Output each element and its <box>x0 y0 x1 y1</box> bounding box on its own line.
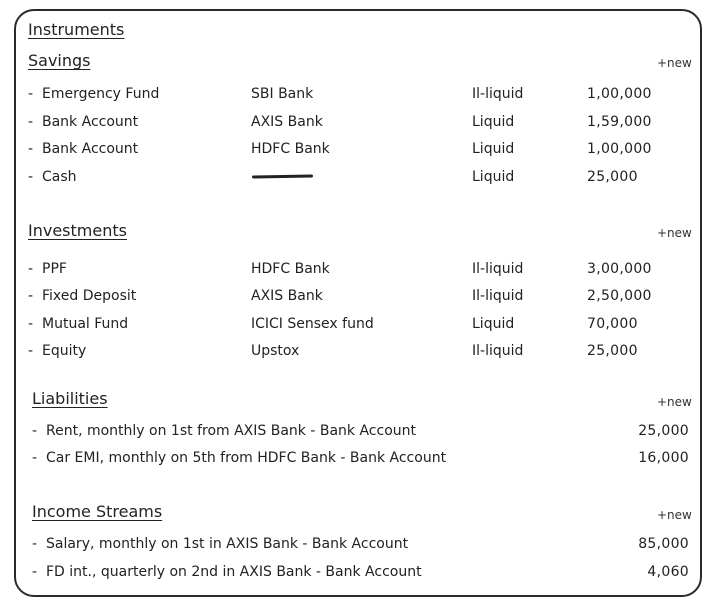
instrument-amount: 2,50,000 <box>587 288 652 304</box>
income-description: FD int., quarterly on 2nd in AXIS Bank - Bank Account <box>46 564 422 580</box>
liability-amount: 16,000 <box>638 450 689 466</box>
investments-new-button[interactable]: +new <box>657 226 692 240</box>
instrument-name: Equity <box>42 343 87 359</box>
instrument-liquidity: Liquid <box>472 316 515 332</box>
bullet: - <box>28 343 34 359</box>
instrument-amount: 1,00,000 <box>587 141 652 157</box>
bullet: - <box>32 423 38 439</box>
liabilities-new-button[interactable]: +new <box>657 395 692 409</box>
instrument-name: Emergency Fund <box>42 86 160 102</box>
investments-heading: Investments <box>28 221 127 240</box>
instrument-name: PPF <box>42 261 67 277</box>
bullet: - <box>28 288 34 304</box>
liabilities-heading: Liabilities <box>32 389 108 408</box>
bullet: - <box>28 261 34 277</box>
savings-new-button[interactable]: +new <box>657 56 692 70</box>
instrument-amount: 70,000 <box>587 316 638 332</box>
instrument-source: HDFC Bank <box>251 141 330 157</box>
instrument-liquidity: Il-liquid <box>472 343 524 359</box>
instrument-name: Fixed Deposit <box>42 288 137 304</box>
liability-description: Rent, monthly on 1st from AXIS Bank - Bank Account <box>46 423 416 439</box>
liability-amount: 25,000 <box>638 423 689 439</box>
page-title: Instruments <box>28 20 125 39</box>
savings-heading: Savings <box>28 51 91 70</box>
income-amount: 4,060 <box>647 564 689 580</box>
instrument-liquidity: Il-liquid <box>472 288 524 304</box>
instrument-name: Cash <box>42 169 77 185</box>
income-heading: Income Streams <box>32 502 163 521</box>
instrument-liquidity: Il-liquid <box>472 86 524 102</box>
instrument-source: AXIS Bank <box>251 114 323 130</box>
bullet: - <box>28 316 34 332</box>
bullet: - <box>28 141 34 157</box>
income-description: Salary, monthly on 1st in AXIS Bank - Bank Account <box>46 536 409 552</box>
bullet: - <box>32 450 38 466</box>
bullet: - <box>32 564 38 580</box>
instrument-source: Upstox <box>251 343 300 359</box>
bullet: - <box>32 536 38 552</box>
instrument-amount: 3,00,000 <box>587 261 652 277</box>
instrument-source: AXIS Bank <box>251 288 323 304</box>
bullet: - <box>28 86 34 102</box>
instrument-name: Mutual Fund <box>42 316 129 332</box>
instrument-name: Bank Account <box>42 114 139 130</box>
liability-description: Car EMI, monthly on 5th from HDFC Bank - Bank Account <box>46 450 447 466</box>
instrument-liquidity: Liquid <box>472 141 515 157</box>
bullet: - <box>28 114 34 130</box>
income-new-button[interactable]: +new <box>657 508 692 522</box>
instrument-liquidity: Liquid <box>472 169 515 185</box>
instrument-liquidity: Il-liquid <box>472 261 524 277</box>
instrument-source: ICICI Sensex fund <box>251 316 374 332</box>
instrument-amount: 25,000 <box>587 343 638 359</box>
instrument-amount: 25,000 <box>587 169 638 185</box>
instrument-source: HDFC Bank <box>251 261 330 277</box>
instrument-amount: 1,59,000 <box>587 114 652 130</box>
instrument-name: Bank Account <box>42 141 139 157</box>
instrument-amount: 1,00,000 <box>587 86 652 102</box>
income-amount: 85,000 <box>638 536 689 552</box>
bullet: - <box>28 169 34 185</box>
instrument-liquidity: Liquid <box>472 114 515 130</box>
instrument-source: SBI Bank <box>251 86 314 102</box>
